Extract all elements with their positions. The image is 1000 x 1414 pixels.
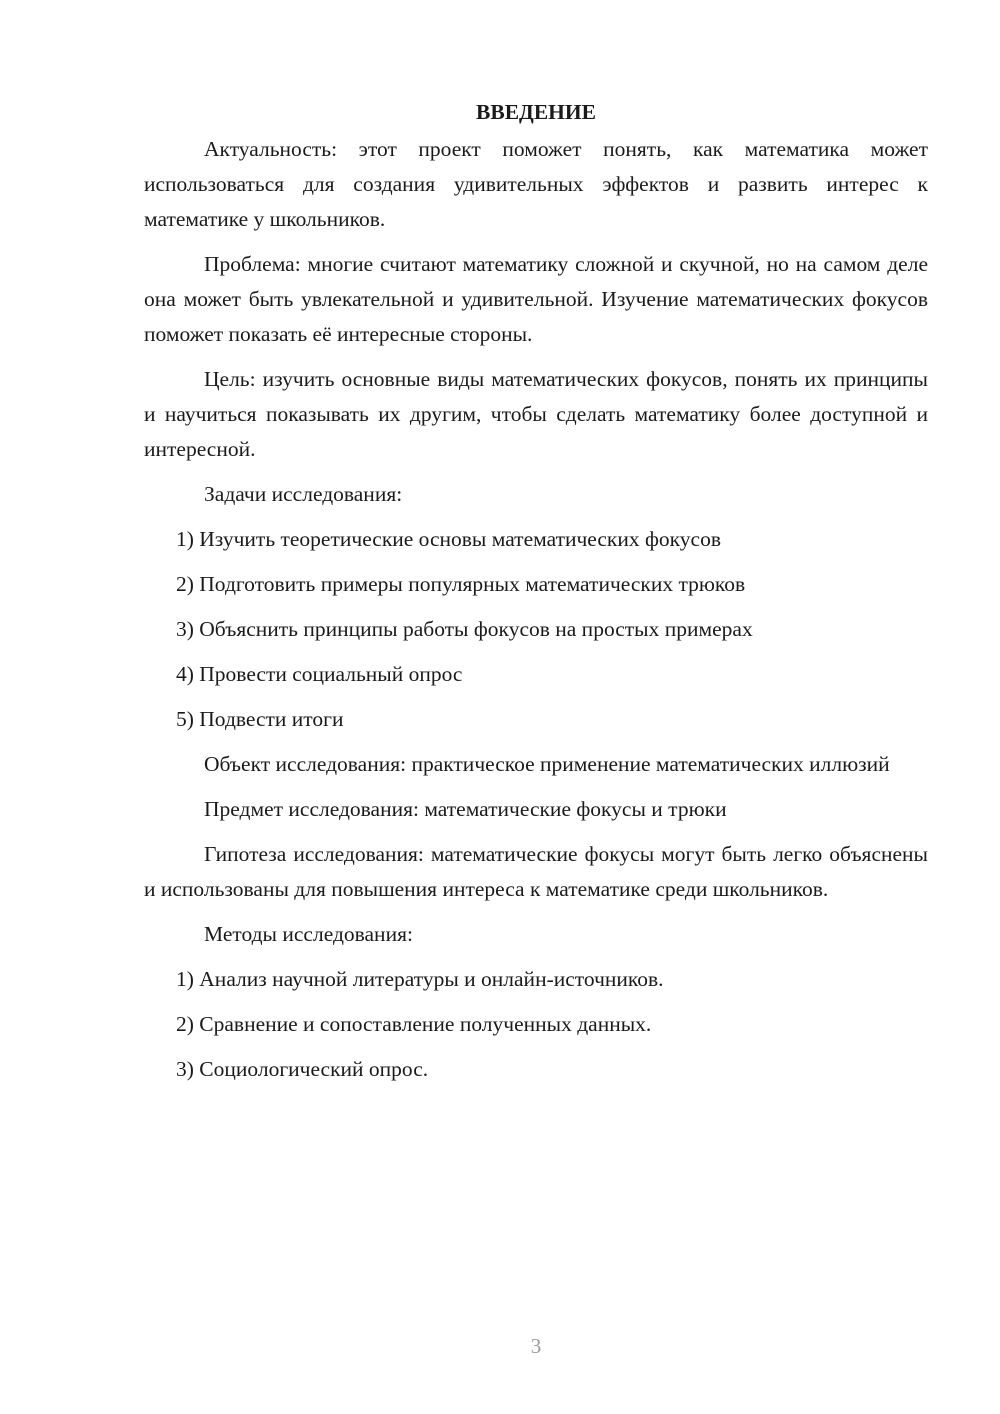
task-item: 4) Провести социальный опрос — [176, 662, 463, 686]
task-item: 2) Подготовить примеры популярных математических трюков — [176, 572, 746, 596]
task-item: 3) Объяснить принципы работы фокусов на простых примерах — [176, 617, 753, 641]
task-item: 5) Подвести итоги — [176, 707, 344, 731]
paragraph-hypothesis: Гипотеза исследования: математические фокусы могут быть легко объяснены и использованы для повышения интереса к математике среди школьников. — [144, 842, 928, 901]
tasks-heading: Задачи исследования: — [204, 482, 403, 506]
method-item: 3) Социологический опрос. — [176, 1057, 429, 1081]
paragraph-subject: Предмет исследования: математические фокусы и трюки — [204, 797, 727, 821]
task-item: 1) Изучить теоретические основы математических фокусов — [176, 527, 721, 551]
page-content — [144, 95, 928, 1097]
method-item: 2) Сравнение и сопоставление полученных данных. — [176, 1012, 652, 1036]
method-item: 1) Анализ научной литературы и онлайн-источников. — [176, 967, 664, 991]
paragraph-relevance: Актуальность: этот проект поможет понять, как математика может использоваться для создания удивительных эффектов и развить интерес к математике у школьников. — [144, 137, 928, 231]
paragraph-goal: Цель: изучить основные виды математических фокусов, понять их принципы и научиться показывать их другим, чтобы сделать математику более доступной и интересной. — [144, 367, 928, 461]
methods-heading: Методы исследования: — [204, 922, 413, 946]
paragraph-problem: Проблема: многие считают математику сложной и скучной, но на самом деле она может быть увлекательной и удивительной. Изучение математических фокусов поможет показать её интересные стороны. — [144, 252, 928, 346]
page-number: 3 — [530, 1334, 542, 1358]
paragraph-object: Объект исследования: практическое применение математических иллюзий — [204, 752, 890, 776]
page-title: ВВЕДЕНИЕ — [476, 100, 596, 124]
